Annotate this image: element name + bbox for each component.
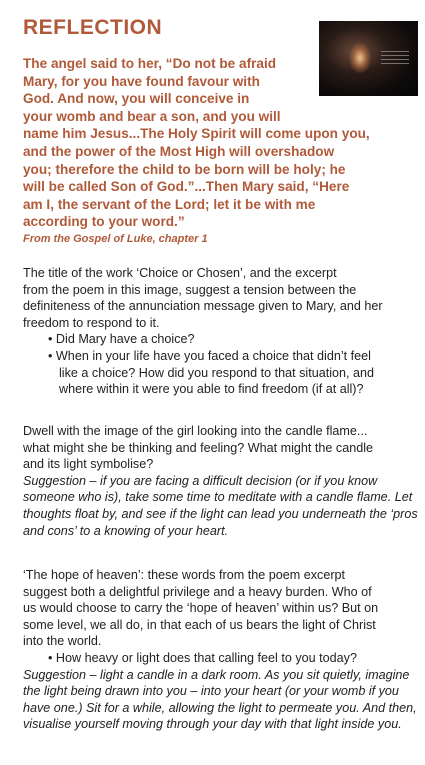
reflection-section-2 [23,423,418,539]
quote-line: and the power of the Most High will overshadow [23,143,335,159]
quote-line: The angel said to her, “Do not be afraid [23,56,277,71]
quote-line: you; therefore the child to be born will be holy; he [23,161,346,177]
reflection-section-3 [23,567,417,733]
paragraph-line: into the world. [23,634,102,649]
quote-line: according to your word.” [23,214,185,230]
suggestion-line: Suggestion – light a candle in a dark room. As you sit quietly, imagine [23,667,410,682]
paragraph-line: us would choose to carry the ‘hope of heaven’ within us? But on [23,601,379,616]
paragraph-line: suggest both a delightful privilege and a heavy burden. Who of [23,584,372,599]
paragraph-line: ‘The hope of heaven’: these words from the poem excerpt [23,568,346,582]
bullet-item: • Did Mary have a choice? [23,331,408,348]
bullet-item: • When in your life have you faced a choice that didn’t feel [23,348,408,365]
scripture-quote [23,55,398,231]
bullet-item-continuation: where within it were you able to find freedom (if at all)? [59,382,364,397]
bullet-item-continuation: like a choice? How did you respond to that situation, and [59,365,375,380]
paragraph-line: The title of the work ‘Choice or Chosen’, and the excerpt [23,266,337,280]
suggestion-line: and cons’ to a knowing of your heart. [23,523,229,538]
paragraph-line: some level, we all do, in that each of us bears the light of Christ [23,617,376,632]
quote-line: Mary, for you have found favour with [23,73,260,89]
quote-line: your womb and bear a son, and you will [23,108,281,124]
quote-line: name him Jesus...The Holy Spirit will come upon you, [23,126,370,142]
suggestion-line: thoughts float by, and see if the light can lead you underneath the ‘pros [23,506,418,521]
suggestion-line: someone who is), take some time to meditate with a candle flame. Let [23,490,413,505]
quote-line: will be called Son of God.”...Then Mary said, “Here [23,179,350,195]
quote-source: From the Gospel of Luke, chapter 1 [23,233,208,245]
paragraph-line: Dwell with the image of the girl looking into the candle flame... [23,424,368,438]
suggestion-line: visualise yourself moving through your day with that light inside you. [23,717,402,732]
suggestion-line: Suggestion – if you are facing a difficult decision (or if you know [23,473,378,488]
reflection-section-1 [23,265,408,398]
quote-line: am I, the servant of the Lord; let it be with me [23,196,316,212]
bullet-item: • How heavy or light does that calling feel to you today? [23,650,408,667]
paragraph-line: definiteness of the annunciation message given to Mary, and her [23,299,383,314]
paragraph-line: what might she be thinking and feeling? What might the candle [23,440,374,455]
quote-line: God. And now, you will conceive in [23,91,250,107]
paragraph-line: from the poem in this image, suggest a tension between the [23,282,357,297]
paragraph-line: freedom to respond to it. [23,315,160,330]
suggestion-line: have one.) Sit for a while, allowing the light to permeate you. And then, [23,700,417,715]
paragraph-line: and its light symbolise? [23,457,154,472]
page-title: REFLECTION [23,16,163,39]
suggestion-line: the light being drawn into you – into your heart (or your womb if you [23,684,399,699]
